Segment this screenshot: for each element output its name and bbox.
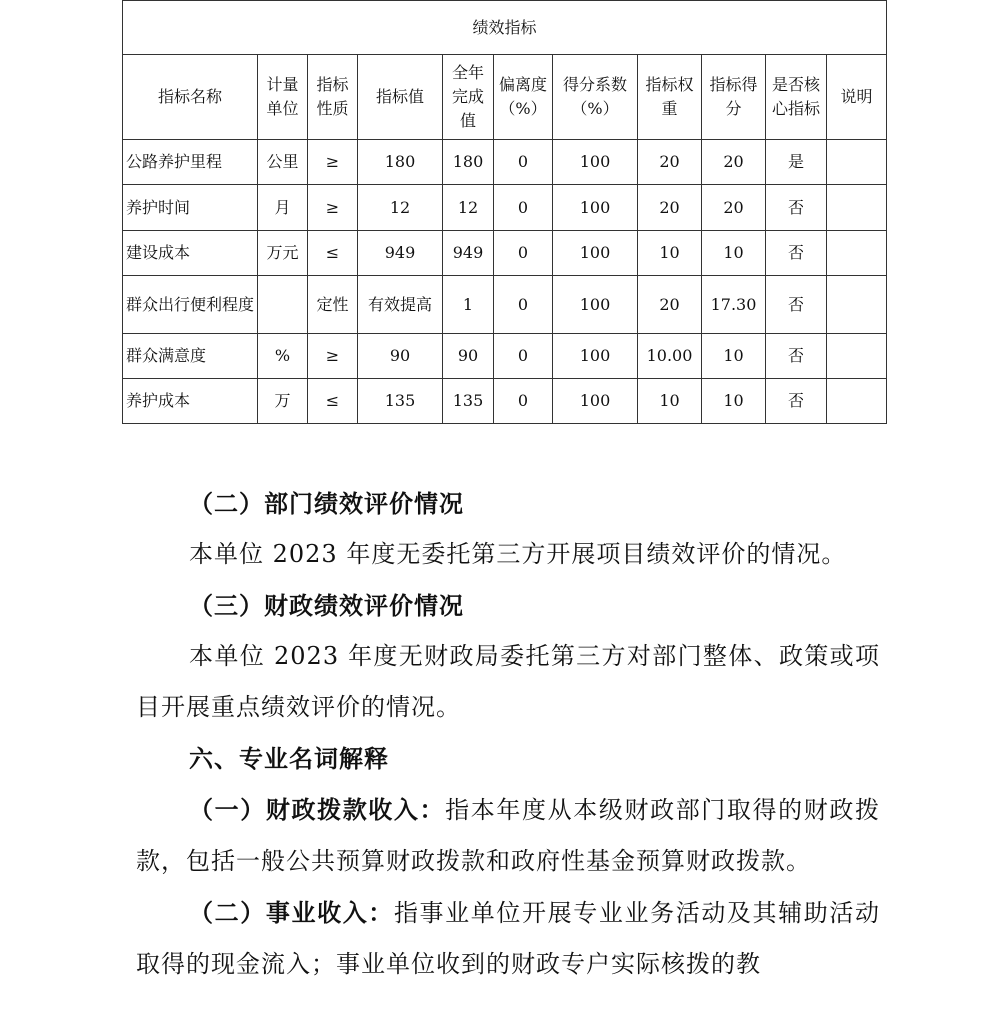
cell-score: 10 (702, 379, 766, 424)
section-title-2: （二）部门绩效评价情况 (189, 489, 464, 518)
header-actual: 全年 完成 值 (443, 55, 494, 140)
cell-score: 10 (702, 334, 766, 379)
cell-value: 90 (358, 334, 443, 379)
cell-nature: ≥ (308, 334, 358, 379)
cell-core: 否 (766, 379, 827, 424)
cell-unit: 万元 (258, 231, 308, 276)
term-label-2: （二）事业收入： (189, 898, 394, 927)
cell-value: 180 (358, 140, 443, 185)
cell-nature: 定性 (308, 276, 358, 334)
header-value: 指标值 (358, 55, 443, 140)
table-row (123, 379, 887, 424)
cell-weight: 10 (638, 231, 702, 276)
cell-deviation: 0 (494, 379, 553, 424)
cell-actual: 12 (443, 185, 494, 231)
cell-name: 养护成本 (123, 379, 258, 424)
cell-note (827, 185, 887, 231)
cell-coef: 100 (553, 140, 638, 185)
cell-score: 20 (702, 140, 766, 185)
cell-actual: 949 (443, 231, 494, 276)
term-paragraph-1 (136, 784, 880, 887)
cell-core: 是 (766, 140, 827, 185)
table-row (123, 231, 887, 276)
cell-nature: ≤ (308, 231, 358, 276)
cell-score: 17.30 (702, 276, 766, 334)
cell-coef: 100 (553, 379, 638, 424)
header-note: 说明 (827, 55, 887, 140)
cell-name: 养护时间 (123, 185, 258, 231)
cell-score: 20 (702, 185, 766, 231)
header-score: 指标得 分 (702, 55, 766, 140)
cell-weight: 20 (638, 185, 702, 231)
cell-name: 公路养护里程 (123, 140, 258, 185)
section-text-3: 本单位 2023 年度无财政局委托第三方对部门整体、政策或项目开展重点绩效评价的情况。 (136, 642, 880, 721)
chapter-heading-6: 六、专业名词解释 (189, 744, 389, 773)
cell-value: 135 (358, 379, 443, 424)
cell-nature: ≥ (308, 140, 358, 185)
header-core: 是否核 心指标 (766, 55, 827, 140)
cell-coef: 100 (553, 185, 638, 231)
table-row (123, 276, 887, 334)
cell-unit: 月 (258, 185, 308, 231)
cell-actual: 180 (443, 140, 494, 185)
cell-deviation: 0 (494, 231, 553, 276)
cell-actual: 90 (443, 334, 494, 379)
performance-indicator-table (122, 0, 887, 424)
term-paragraph-2 (136, 887, 880, 990)
cell-value: 有效提高 (358, 276, 443, 334)
header-row (123, 55, 887, 140)
header-weight: 指标权 重 (638, 55, 702, 140)
cell-actual: 1 (443, 276, 494, 334)
cell-weight: 20 (638, 140, 702, 185)
cell-weight: 20 (638, 276, 702, 334)
cell-nature: ≤ (308, 379, 358, 424)
cell-unit (258, 276, 308, 334)
cell-score: 10 (702, 231, 766, 276)
cell-core: 否 (766, 334, 827, 379)
table-row (123, 140, 887, 185)
cell-note (827, 379, 887, 424)
cell-name: 群众满意度 (123, 334, 258, 379)
header-unit: 计量 单位 (258, 55, 308, 140)
section-text-2: 本单位 2023 年度无委托第三方开展项目绩效评价的情况。 (189, 540, 847, 568)
cell-name: 群众出行便利程度 (123, 276, 258, 334)
cell-weight: 10 (638, 379, 702, 424)
cell-note (827, 140, 887, 185)
cell-weight: 10.00 (638, 334, 702, 379)
term-label-1: （一）财政拨款收入： (189, 795, 446, 824)
header-coef: 得分系数 （%） (553, 55, 638, 140)
cell-deviation: 0 (494, 185, 553, 231)
document-body (136, 478, 880, 990)
cell-coef: 100 (553, 276, 638, 334)
cell-core: 否 (766, 276, 827, 334)
cell-unit: % (258, 334, 308, 379)
cell-deviation: 0 (494, 140, 553, 185)
cell-actual: 135 (443, 379, 494, 424)
cell-core: 否 (766, 231, 827, 276)
term-text-1: 指本年度从本级财政部门取得的财政拨款，包括一般公共预算财政拨款和政府性基金预算财政拨款。 (136, 796, 881, 875)
term-text-2: 指事业单位开展专业业务活动及其辅助活动取得的现金流入；事业单位收到的财政专户实际核拨的教 (136, 899, 881, 978)
table-row (123, 334, 887, 379)
cell-core: 否 (766, 185, 827, 231)
cell-nature: ≥ (308, 185, 358, 231)
header-deviation: 偏离度 （%） (494, 55, 553, 140)
cell-deviation: 0 (494, 276, 553, 334)
cell-deviation: 0 (494, 334, 553, 379)
table-row (123, 185, 887, 231)
cell-unit: 公里 (258, 140, 308, 185)
cell-value: 12 (358, 185, 443, 231)
cell-unit: 万 (258, 379, 308, 424)
cell-coef: 100 (553, 334, 638, 379)
cell-name: 建设成本 (123, 231, 258, 276)
header-nature: 指标 性质 (308, 55, 358, 140)
cell-note (827, 231, 887, 276)
header-name: 指标名称 (123, 55, 258, 140)
table-caption: 绩效指标 (123, 1, 887, 55)
section-title-3: （三）财政绩效评价情况 (189, 591, 464, 620)
cell-note (827, 334, 887, 379)
cell-note (827, 276, 887, 334)
cell-value: 949 (358, 231, 443, 276)
cell-coef: 100 (553, 231, 638, 276)
